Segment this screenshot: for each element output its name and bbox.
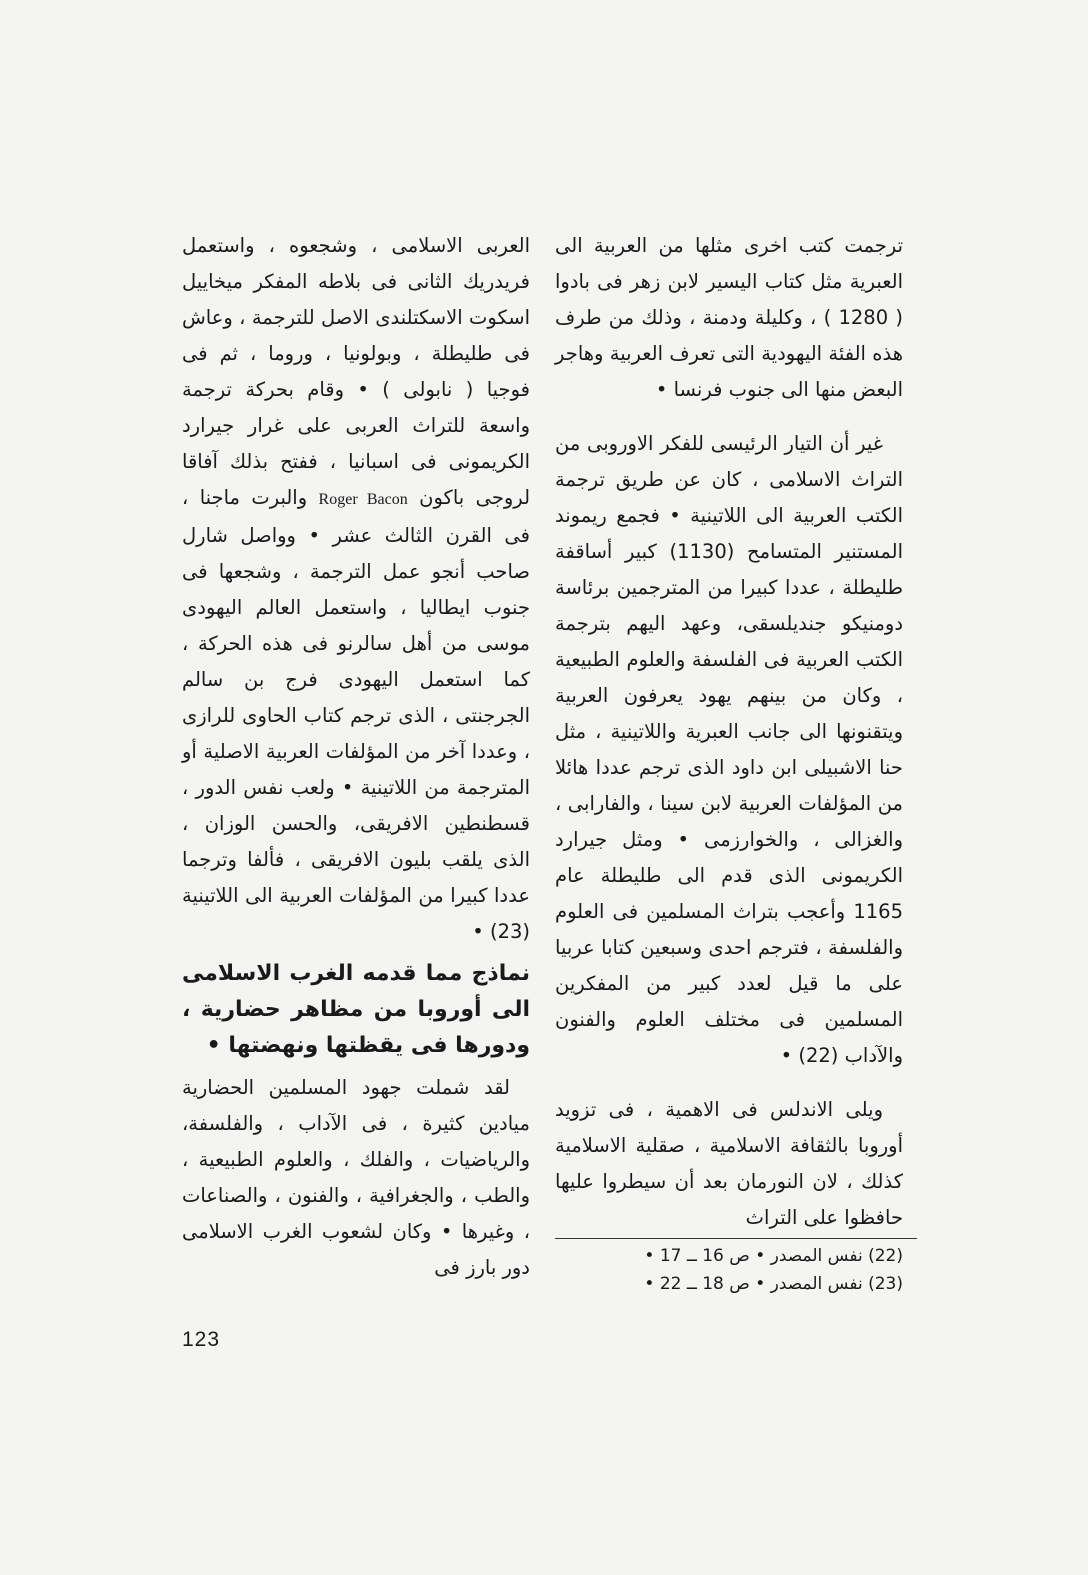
paragraph: لقد شملت جهود المسلمين الحضارية ميادين كثيرة ، فى الآداب ، والفلسفة، والرياضيات ، والفلك ، والعلوم الطبيعية ، والطب ، والجغرافية ، والفنون ، والصناعات ، وغيرها • وكان لشعوب الغرب الاسلامى دور بارز فى — [182, 1076, 530, 1279]
footnote-divider — [555, 1238, 917, 1239]
paragraph: ويلى الاندلس فى الاهمية ، فى تزويد أوروبا بالثقافة الاسلامية ، صقلية الاسلامية كذلك ، لان النورمان بعد أن سيطروا عليها حافظوا على التراث — [555, 1098, 903, 1229]
paragraph — [182, 228, 530, 950]
left-column — [182, 228, 530, 1286]
paragraph: غير أن التيار الرئيسى للفكر الاوروبى من التراث الاسلامى ، كان عن طريق ترجمة الكتب العربية الى اللاتينية • فجمع ريموند المستنير المتسامح (1130) كبير أساقفة طليطلة ، عددا كبيرا من المترجمين برئاسة دومنيكو جنديلسقى، وعهد اليهم بترجمة الكتب العربية فى الفلسفة والعلوم الطبيعية ، وكان من بينهم يهود يعرفون العربية ويتقنونها الى جانب العبرية واللاتينية ، مثل حنا الاشبيلى ابن داود الذى ترجم عددا هائلا من المؤلفات العربية لابن سينا ، والفارابى ، والغزالى ، والخوارزمى • ومثل جيرارد الكريمونى الذى قدم الى طليطلة عام 1165 وأعجب بتراث المسلمين فى العلوم والفلسفة ، فترجم احدى وسبعين كتابا عربيا على ما قيل لعدد كبير من المفكرين المسلمين فى مختلف العلوم والفنون والآداب (22) • — [555, 432, 903, 1067]
footnote: (23) نفس المصدر • ص 18 ــ 22 • — [644, 1274, 903, 1294]
paragraph-text: العربى الاسلامى ، وشجعوه ، واستعمل فريدريك الثانى فى بلاطه المفكر ميخاييل اسكوت الاسكتلندى الاصل للترجمة ، وعاش فى طليطلة ، وبولونيا ، وروما ، ثم فى فوجيا ( نابولى ) • وقام بحركة ترجمة واسعة للتراث العربى على غرار جيرارد الكريمونى فى اسبانيا ، ففتح بذلك آفاقا لروجى باكون — [182, 234, 531, 509]
right-column — [555, 228, 903, 1236]
section-heading: نماذج مما قدمه الغرب الاسلامى الى أوروبا من مظاهر حضارية ، ودورها فى يقظتها ونهضتها • — [182, 961, 530, 1058]
latin-name: Roger Bacon — [318, 491, 408, 508]
footnotes — [555, 1242, 903, 1298]
paragraph: ترجمت كتب اخرى مثلها من العربية الى العبرية مثل كتاب اليسير لابن زهر فى بادوا ( 1280 ) ، وكليلة ودمنة ، وذلك من طرف هذه الفئة اليهودية التى تعرف العربية وهاجر البعض منها الى جنوب فرنسا • — [555, 234, 903, 401]
footnote: (22) نفس المصدر • ص 16 ــ 17 • — [644, 1246, 903, 1266]
page-number: 123 — [182, 1328, 221, 1351]
paragraph-text: والبرت ماجنا ، فى القرن الثالث عشر • وواصل شارل صاحب أنجو عمل الترجمة ، وشجعها فى جنوب ايطاليا ، واستعمل العالم اليهودى موسى من أهل سالرنو فى هذه الحركة ، كما استعمل اليهودى فرج بن سالم الجرجنتى ، الذى ترجم كتاب الحاوى للرازى ، وعددا آخر من المؤلفات العربية الاصلية أو المترجمة من اللاتينية • ولعب نفس الدور ، قسطنطين الافريقى، والحسن الوزان ، الذى يلقب بليون الافريقى ، فألفا وترجما عددا كبيرا من المؤلفات العربية الى اللاتينية (23) • — [182, 486, 530, 943]
